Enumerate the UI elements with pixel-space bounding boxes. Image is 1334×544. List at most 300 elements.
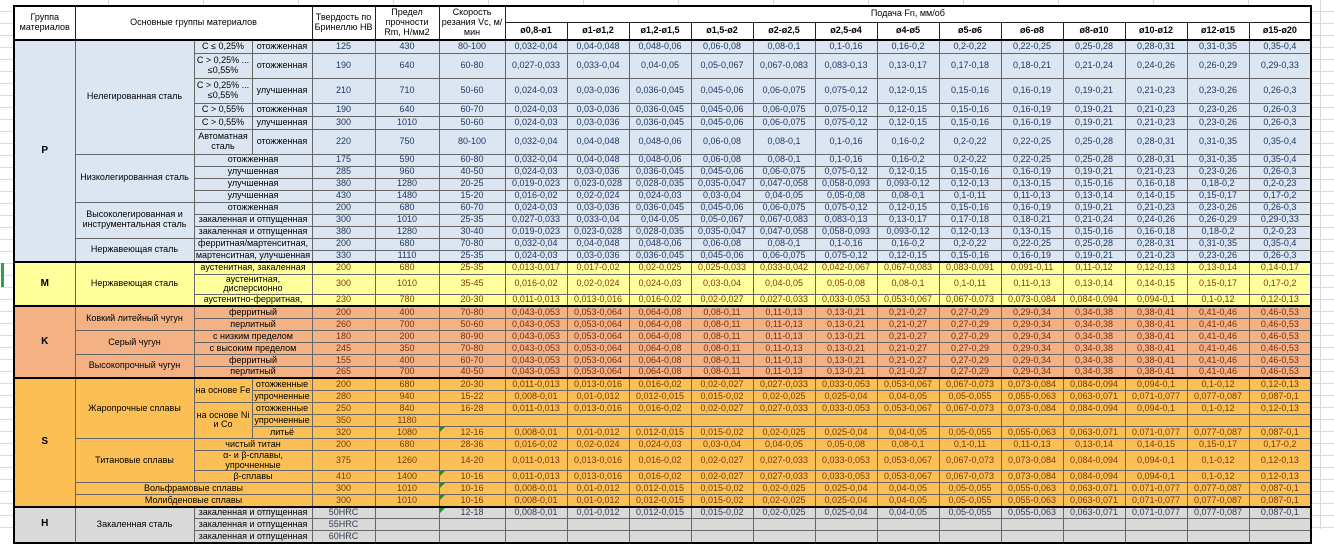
cell-feed[interactable]: 0,14-0,15 <box>1125 190 1187 202</box>
cell-feed[interactable]: 0,21-0,23 <box>1125 166 1187 178</box>
cell-feed[interactable]: 0,05-0,055 <box>939 507 1001 519</box>
header-hardness[interactable]: Твердость по Бринеллю HB <box>312 6 375 40</box>
header-diameter[interactable]: ø15-ø20 <box>1249 22 1311 40</box>
cell-feed[interactable]: 0,064-0,08 <box>629 318 691 330</box>
cell-feed[interactable]: 0,27-0,29 <box>939 366 1001 378</box>
cell-feed[interactable]: 0,048-0,06 <box>629 129 691 154</box>
cell-feed[interactable]: 0,024-0,03 <box>505 166 567 178</box>
cell-cutting-speed[interactable]: 70-80 <box>439 342 505 354</box>
cell-cutting-speed[interactable]: 10-16 <box>439 471 505 483</box>
cell-feed[interactable]: 0,11-0,13 <box>753 354 815 366</box>
cell-hardness[interactable]: 250 <box>312 402 375 414</box>
cell-feed[interactable]: 0,094-0,1 <box>1125 294 1187 306</box>
cell-feed[interactable]: 0,045-0,06 <box>691 202 753 214</box>
cell-hardness[interactable]: 230 <box>312 294 375 306</box>
cell-feed[interactable]: 0,064-0,08 <box>629 330 691 342</box>
cell-feed[interactable]: 0,087-0,1 <box>1249 507 1311 519</box>
cell-material-name[interactable]: α- и β-сплавы, упрочненные <box>194 450 312 470</box>
cell-strength[interactable]: 1400 <box>375 471 439 483</box>
cell-feed[interactable]: 0,008-0,01 <box>505 426 567 438</box>
cell-feed[interactable]: 0,04-0,05 <box>753 438 815 450</box>
cell-feed[interactable]: 0,011-0,013 <box>505 471 567 483</box>
cell-material-group-letter[interactable]: M <box>14 262 75 306</box>
cell-hardness[interactable]: 210 <box>312 78 375 103</box>
cell-feed[interactable]: 0,08-0,1 <box>753 40 815 53</box>
cell-feed[interactable]: 0,46-0,53 <box>1249 354 1311 366</box>
cell-feed[interactable]: 0,019-0,023 <box>505 178 567 190</box>
cell-feed[interactable]: 0,12-0,13 <box>939 226 1001 238</box>
cell-feed[interactable]: 0,053-0,067 <box>877 294 939 306</box>
cell-feed[interactable]: 0,16-0,19 <box>1001 166 1063 178</box>
cell-feed[interactable] <box>815 414 877 426</box>
cell-cutting-speed[interactable]: 50-60 <box>439 318 505 330</box>
cell-strength[interactable]: 680 <box>375 378 439 390</box>
cell-feed[interactable]: 0,15-0,16 <box>939 202 1001 214</box>
cell-feed[interactable]: 0,01-0,012 <box>567 483 629 495</box>
cell-feed[interactable]: 0,019-0,023 <box>505 226 567 238</box>
cell-feed[interactable]: 0,29-0,34 <box>1001 306 1063 318</box>
cell-feed[interactable]: 0,075-0,12 <box>815 202 877 214</box>
cell-strength[interactable]: 1010 <box>375 495 439 507</box>
cell-cutting-speed[interactable]: 12-16 <box>439 426 505 438</box>
cell-cutting-speed[interactable]: 14-20 <box>439 450 505 470</box>
cell-feed[interactable] <box>505 414 567 426</box>
cell-feed[interactable]: 0,12-0,15 <box>877 116 939 129</box>
cell-feed[interactable]: 0,04-0,05 <box>629 53 691 78</box>
cell-hardness[interactable]: 300 <box>312 116 375 129</box>
cell-feed[interactable]: 0,21-0,23 <box>1125 78 1187 103</box>
cell-feed[interactable]: 0,075-0,12 <box>815 166 877 178</box>
cell-feed[interactable]: 0,12-0,13 <box>1249 471 1311 483</box>
cell-feed[interactable]: 0,06-0,075 <box>753 103 815 116</box>
cell-material-name[interactable]: Серый чугун <box>75 330 194 354</box>
cell-feed[interactable]: 0,04-0,05 <box>629 214 691 226</box>
cell-feed[interactable]: 0,045-0,06 <box>691 116 753 129</box>
cell-feed[interactable] <box>753 414 815 426</box>
cell-hardness[interactable]: 155 <box>312 354 375 366</box>
cell-feed[interactable] <box>1063 414 1125 426</box>
cell-feed[interactable]: 0,04-0,048 <box>567 129 629 154</box>
cell-feed[interactable]: 0,043-0,053 <box>505 306 567 318</box>
cell-feed[interactable]: 0,053-0,067 <box>877 402 939 414</box>
cell-feed[interactable] <box>877 531 939 543</box>
cell-feed[interactable]: 0,26-0,3 <box>1249 202 1311 214</box>
cell-strength[interactable]: 940 <box>375 390 439 402</box>
cell-feed[interactable]: 0,04-0,048 <box>567 238 629 250</box>
cell-feed[interactable]: 0,21-0,23 <box>1125 116 1187 129</box>
cell-feed[interactable]: 0,06-0,08 <box>691 40 753 53</box>
cell-feed[interactable]: 0,048-0,06 <box>629 40 691 53</box>
cell-feed[interactable]: 0,21-0,27 <box>877 330 939 342</box>
cell-feed[interactable]: 0,013-0,017 <box>505 262 567 274</box>
cell-feed[interactable]: 0,46-0,53 <box>1249 342 1311 354</box>
header-cutting-speed[interactable]: Скорость резания Vc, м/мин <box>439 6 505 40</box>
cell-material-name[interactable]: отожженная <box>252 53 312 78</box>
cell-feed[interactable]: 0,083-0,13 <box>815 53 877 78</box>
cell-feed[interactable]: 0,21-0,27 <box>877 306 939 318</box>
cell-material-name[interactable]: отожженные <box>252 402 312 414</box>
cell-feed[interactable]: 0,11-0,13 <box>1001 190 1063 202</box>
cell-feed[interactable]: 0,077-0,087 <box>1187 390 1249 402</box>
cell-cutting-speed[interactable]: 25-35 <box>439 214 505 226</box>
cell-feed[interactable]: 0,036-0,045 <box>629 78 691 103</box>
cell-feed[interactable]: 0,05-0,055 <box>939 495 1001 507</box>
cell-feed[interactable]: 0,22-0,25 <box>1001 238 1063 250</box>
cell-feed[interactable]: 0,063-0,071 <box>1063 390 1125 402</box>
cell-hardness[interactable]: 190 <box>312 103 375 116</box>
cell-feed[interactable]: 0,013-0,016 <box>567 450 629 470</box>
cell-feed[interactable]: 0,13-0,21 <box>815 306 877 318</box>
cell-feed[interactable]: 0,02-0,025 <box>753 483 815 495</box>
cell-feed[interactable]: 0,41-0,46 <box>1187 366 1249 378</box>
cell-hardness[interactable]: 260 <box>312 318 375 330</box>
cell-feed[interactable]: 0,25-0,28 <box>1063 40 1125 53</box>
cell-feed[interactable]: 0,1-0,11 <box>939 438 1001 450</box>
cell-material-group-letter[interactable]: K <box>14 306 75 378</box>
cell-feed[interactable]: 0,025-0,04 <box>815 507 877 519</box>
cell-cutting-speed[interactable]: 70-80 <box>439 306 505 318</box>
cell-feed[interactable]: 0,027-0,033 <box>505 214 567 226</box>
cell-feed[interactable]: 0,036-0,045 <box>629 166 691 178</box>
cell-feed[interactable] <box>629 519 691 531</box>
cell-feed[interactable]: 0,46-0,53 <box>1249 306 1311 318</box>
cell-feed[interactable] <box>1249 414 1311 426</box>
cell-strength[interactable]: 960 <box>375 166 439 178</box>
cell-hardness[interactable]: 320 <box>312 426 375 438</box>
cell-feed[interactable]: 0,043-0,053 <box>505 330 567 342</box>
cell-feed[interactable]: 0,25-0,28 <box>1063 129 1125 154</box>
cell-strength[interactable]: 700 <box>375 318 439 330</box>
cell-feed[interactable]: 0,04-0,05 <box>877 390 939 402</box>
cell-feed[interactable]: 0,024-0,03 <box>505 250 567 262</box>
cell-feed[interactable]: 0,2-0,23 <box>1249 226 1311 238</box>
cell-feed[interactable]: 0,2-0,22 <box>939 238 1001 250</box>
cell-feed[interactable]: 0,011-0,013 <box>505 294 567 306</box>
cell-hardness[interactable]: 300 <box>312 483 375 495</box>
cell-feed[interactable]: 0,087-0,1 <box>1249 426 1311 438</box>
cell-feed[interactable]: 0,077-0,087 <box>1187 426 1249 438</box>
cell-feed[interactable]: 0,012-0,015 <box>629 495 691 507</box>
cell-cutting-speed[interactable]: 60-80 <box>439 154 505 166</box>
cell-hardness[interactable]: 245 <box>312 342 375 354</box>
cell-feed[interactable]: 0,15-0,16 <box>1063 178 1125 190</box>
cell-feed[interactable]: 0,063-0,071 <box>1063 507 1125 519</box>
cell-material-group-letter[interactable]: H <box>14 507 75 543</box>
cell-material-name[interactable]: C > 0,25% ... ≤0,55% <box>194 78 252 103</box>
cell-feed[interactable]: 0,19-0,21 <box>1063 116 1125 129</box>
cell-feed[interactable]: 0,2-0,22 <box>939 154 1001 166</box>
cell-material-name[interactable]: перлитный <box>194 366 312 378</box>
cell-feed[interactable]: 0,29-0,34 <box>1001 354 1063 366</box>
cell-strength[interactable]: 1480 <box>375 190 439 202</box>
cell-feed[interactable]: 0,067-0,073 <box>939 450 1001 470</box>
cell-feed[interactable]: 0,12-0,13 <box>1125 262 1187 274</box>
cell-hardness[interactable]: 375 <box>312 450 375 470</box>
cell-feed[interactable]: 0,12-0,15 <box>877 78 939 103</box>
cell-cutting-speed[interactable]: 40-50 <box>439 166 505 178</box>
cell-material-name[interactable]: C > 0,55% <box>194 116 252 129</box>
cell-feed[interactable]: 0,16-0,18 <box>1125 178 1187 190</box>
cell-strength[interactable]: 640 <box>375 53 439 78</box>
cell-feed[interactable]: 0,21-0,24 <box>1063 214 1125 226</box>
cell-feed[interactable]: 0,025-0,04 <box>815 390 877 402</box>
cell-strength[interactable] <box>375 531 439 543</box>
cell-material-name[interactable]: улучшенная <box>194 166 312 178</box>
cell-feed[interactable]: 0,27-0,29 <box>939 354 1001 366</box>
cell-material-name[interactable]: упрочненные <box>252 414 312 426</box>
cell-material-name[interactable]: на основе Fe <box>194 378 252 402</box>
cell-cutting-speed[interactable]: 80-100 <box>439 40 505 53</box>
cell-feed[interactable]: 0,13-0,15 <box>1001 178 1063 190</box>
cell-feed[interactable]: 0,21-0,27 <box>877 366 939 378</box>
cell-feed[interactable]: 0,26-0,3 <box>1249 103 1311 116</box>
cell-material-name[interactable]: литьё <box>252 426 312 438</box>
cell-feed[interactable]: 0,13-0,14 <box>1063 438 1125 450</box>
cell-feed[interactable]: 0,41-0,46 <box>1187 306 1249 318</box>
cell-feed[interactable]: 0,21-0,27 <box>877 342 939 354</box>
cell-hardness[interactable]: 200 <box>312 438 375 450</box>
cell-material-name[interactable]: Высоколегированная и инструментальная сталь <box>75 202 194 238</box>
cell-feed[interactable]: 0,013-0,016 <box>567 294 629 306</box>
cell-feed[interactable]: 0,38-0,41 <box>1125 318 1187 330</box>
cell-feed[interactable]: 0,055-0,063 <box>1001 483 1063 495</box>
header-diameter[interactable]: ø8-ø10 <box>1063 22 1125 40</box>
cell-cutting-speed[interactable]: 10-16 <box>439 495 505 507</box>
cell-strength[interactable]: 680 <box>375 238 439 250</box>
cell-feed[interactable]: 0,17-0,18 <box>939 214 1001 226</box>
cell-feed[interactable]: 0,16-0,2 <box>877 129 939 154</box>
cell-feed[interactable]: 0,04-0,048 <box>567 40 629 53</box>
cell-feed[interactable]: 0,03-0,04 <box>691 190 753 202</box>
cell-cutting-speed[interactable]: 15-22 <box>439 390 505 402</box>
cell-feed[interactable]: 0,12-0,13 <box>1249 450 1311 470</box>
cell-feed[interactable]: 0,077-0,087 <box>1187 495 1249 507</box>
cell-material-name[interactable]: улучшенная <box>194 178 312 190</box>
cell-feed[interactable]: 0,023-0,028 <box>567 178 629 190</box>
cell-feed[interactable]: 0,13-0,21 <box>815 318 877 330</box>
cell-feed[interactable]: 0,033-0,04 <box>567 214 629 226</box>
cell-feed[interactable]: 0,04-0,05 <box>877 495 939 507</box>
cell-material-name[interactable]: отожженная <box>252 129 312 154</box>
cell-feed[interactable]: 0,34-0,38 <box>1063 342 1125 354</box>
cell-feed[interactable]: 0,26-0,29 <box>1187 214 1249 226</box>
cell-feed[interactable]: 0,008-0,01 <box>505 495 567 507</box>
cell-cutting-speed[interactable]: 25-35 <box>439 262 505 274</box>
cell-feed[interactable]: 0,025-0,04 <box>815 495 877 507</box>
cell-feed[interactable]: 0,077-0,087 <box>1187 483 1249 495</box>
cell-feed[interactable]: 0,13-0,15 <box>1001 226 1063 238</box>
cell-feed[interactable]: 0,05-0,08 <box>815 274 877 294</box>
cell-feed[interactable]: 0,008-0,01 <box>505 390 567 402</box>
cell-hardness[interactable]: 265 <box>312 366 375 378</box>
cell-feed[interactable]: 0,27-0,29 <box>939 330 1001 342</box>
cell-material-name[interactable]: закаленная и отпущенная <box>194 531 312 543</box>
cell-cutting-speed[interactable]: 60-70 <box>439 202 505 214</box>
cell-feed[interactable]: 0,053-0,064 <box>567 318 629 330</box>
cell-feed[interactable]: 0,071-0,077 <box>1125 426 1187 438</box>
cell-strength[interactable]: 700 <box>375 366 439 378</box>
cell-feed[interactable]: 0,22-0,25 <box>1001 40 1063 53</box>
cell-material-name[interactable]: закаленная и отпущенная <box>194 519 312 531</box>
cell-cutting-speed[interactable]: 20-30 <box>439 378 505 390</box>
cell-feed[interactable]: 0,04-0,05 <box>877 483 939 495</box>
cell-feed[interactable]: 0,04-0,05 <box>753 274 815 294</box>
cell-feed[interactable]: 0,084-0,094 <box>1063 402 1125 414</box>
cell-feed[interactable]: 0,025-0,04 <box>815 426 877 438</box>
cell-feed[interactable]: 0,055-0,063 <box>1001 495 1063 507</box>
cell-feed[interactable] <box>1249 531 1311 543</box>
cell-feed[interactable]: 0,015-0,02 <box>691 426 753 438</box>
cell-cutting-speed[interactable] <box>439 531 505 543</box>
cell-feed[interactable]: 0,053-0,067 <box>877 378 939 390</box>
cell-strength[interactable]: 640 <box>375 103 439 116</box>
cell-feed[interactable]: 0,03-0,04 <box>691 438 753 450</box>
cell-material-name[interactable]: закаленная и отпущенная <box>194 507 312 519</box>
cell-feed[interactable]: 0,08-0,1 <box>753 129 815 154</box>
cell-feed[interactable]: 0,1-0,12 <box>1187 402 1249 414</box>
cell-feed[interactable]: 0,077-0,087 <box>1187 507 1249 519</box>
cell-feed[interactable]: 0,094-0,1 <box>1125 471 1187 483</box>
cell-feed[interactable] <box>1063 531 1125 543</box>
cell-feed[interactable] <box>939 414 1001 426</box>
cell-hardness[interactable]: 200 <box>312 262 375 274</box>
cell-strength[interactable]: 780 <box>375 294 439 306</box>
cell-feed[interactable]: 0,1-0,16 <box>815 129 877 154</box>
cell-feed[interactable]: 0,21-0,23 <box>1125 103 1187 116</box>
cell-hardness[interactable]: 200 <box>312 238 375 250</box>
cell-feed[interactable] <box>877 414 939 426</box>
cell-feed[interactable]: 0,067-0,083 <box>877 262 939 274</box>
cell-feed[interactable]: 0,28-0,31 <box>1125 40 1187 53</box>
cell-feed[interactable]: 0,015-0,02 <box>691 495 753 507</box>
cell-feed[interactable]: 0,067-0,073 <box>939 471 1001 483</box>
cell-feed[interactable]: 0,1-0,11 <box>939 274 1001 294</box>
cell-feed[interactable]: 0,013-0,016 <box>567 378 629 390</box>
cell-feed[interactable]: 0,04-0,05 <box>877 426 939 438</box>
cell-feed[interactable]: 0,02-0,027 <box>691 450 753 470</box>
cell-feed[interactable] <box>939 519 1001 531</box>
cell-feed[interactable]: 0,16-0,19 <box>1001 202 1063 214</box>
cell-cutting-speed[interactable]: 80-90 <box>439 330 505 342</box>
cell-feed[interactable]: 0,064-0,08 <box>629 342 691 354</box>
cell-feed[interactable]: 0,048-0,06 <box>629 238 691 250</box>
cell-feed[interactable]: 0,075-0,12 <box>815 103 877 116</box>
cell-feed[interactable]: 0,13-0,21 <box>815 366 877 378</box>
cell-material-name[interactable]: Закаленная сталь <box>75 507 194 543</box>
cell-material-name[interactable]: закаленная и отпущенная <box>194 226 312 238</box>
cell-feed[interactable]: 0,29-0,33 <box>1249 53 1311 78</box>
cell-feed[interactable]: 0,047-0,058 <box>753 178 815 190</box>
cell-feed[interactable]: 0,053-0,064 <box>567 306 629 318</box>
cell-feed[interactable]: 0,29-0,34 <box>1001 330 1063 342</box>
cell-feed[interactable]: 0,35-0,4 <box>1249 154 1311 166</box>
cell-strength[interactable]: 400 <box>375 354 439 366</box>
cell-feed[interactable]: 0,41-0,46 <box>1187 330 1249 342</box>
cell-feed[interactable]: 0,38-0,41 <box>1125 306 1187 318</box>
cell-feed[interactable]: 0,02-0,025 <box>629 262 691 274</box>
cell-feed[interactable]: 0,08-0,1 <box>753 238 815 250</box>
cell-feed[interactable]: 0,06-0,08 <box>691 129 753 154</box>
cell-feed[interactable]: 0,16-0,19 <box>1001 78 1063 103</box>
cell-feed[interactable]: 0,027-0,033 <box>753 471 815 483</box>
cell-cutting-speed[interactable]: 50-60 <box>439 78 505 103</box>
cell-feed[interactable]: 0,15-0,17 <box>1187 274 1249 294</box>
cell-feed[interactable] <box>1063 519 1125 531</box>
cell-feed[interactable]: 0,04-0,048 <box>567 154 629 166</box>
cell-feed[interactable] <box>629 414 691 426</box>
cell-feed[interactable]: 0,05-0,067 <box>691 214 753 226</box>
cell-feed[interactable]: 0,055-0,063 <box>1001 426 1063 438</box>
cell-hardness[interactable]: 200 <box>312 202 375 214</box>
cell-feed[interactable]: 0,012-0,015 <box>629 426 691 438</box>
cell-feed[interactable]: 0,1-0,16 <box>815 40 877 53</box>
cell-feed[interactable]: 0,13-0,21 <box>815 354 877 366</box>
cell-feed[interactable]: 0,063-0,071 <box>1063 495 1125 507</box>
cell-material-name[interactable]: Низколегированная сталь <box>75 154 194 202</box>
cell-feed[interactable]: 0,13-0,21 <box>815 330 877 342</box>
cell-feed[interactable]: 0,033-0,04 <box>567 53 629 78</box>
cell-feed[interactable]: 0,21-0,23 <box>1125 202 1187 214</box>
cell-feed[interactable]: 0,21-0,24 <box>1063 53 1125 78</box>
cell-feed[interactable]: 0,071-0,077 <box>1125 507 1187 519</box>
cell-feed[interactable]: 0,016-0,02 <box>505 190 567 202</box>
cell-strength[interactable]: 350 <box>375 342 439 354</box>
cell-feed[interactable]: 0,094-0,1 <box>1125 378 1187 390</box>
cell-feed[interactable]: 0,063-0,071 <box>1063 426 1125 438</box>
cell-feed[interactable]: 0,058-0,093 <box>815 178 877 190</box>
cell-feed[interactable]: 0,11-0,13 <box>753 306 815 318</box>
cell-feed[interactable] <box>1187 531 1249 543</box>
cell-hardness[interactable]: 175 <box>312 154 375 166</box>
cell-feed[interactable]: 0,035-0,047 <box>691 226 753 238</box>
cell-feed[interactable]: 0,043-0,053 <box>505 354 567 366</box>
cell-feed[interactable]: 0,21-0,27 <box>877 318 939 330</box>
cell-feed[interactable]: 0,08-0,1 <box>877 438 939 450</box>
cell-feed[interactable]: 0,073-0,084 <box>1001 402 1063 414</box>
cell-feed[interactable]: 0,043-0,053 <box>505 342 567 354</box>
cell-feed[interactable]: 0,08-0,11 <box>691 366 753 378</box>
cell-strength[interactable]: 400 <box>375 306 439 318</box>
cell-strength[interactable]: 1080 <box>375 426 439 438</box>
cell-feed[interactable]: 0,29-0,33 <box>1249 214 1311 226</box>
cell-feed[interactable]: 0,064-0,08 <box>629 366 691 378</box>
header-material-group[interactable]: Группа материалов <box>14 6 75 40</box>
cell-feed[interactable]: 0,13-0,14 <box>1063 274 1125 294</box>
cell-feed[interactable]: 0,083-0,091 <box>939 262 1001 274</box>
cell-feed[interactable]: 0,15-0,16 <box>939 78 1001 103</box>
cell-feed[interactable]: 0,013-0,016 <box>567 402 629 414</box>
cell-feed[interactable]: 0,13-0,14 <box>1187 262 1249 274</box>
cell-feed[interactable]: 0,084-0,094 <box>1063 450 1125 470</box>
cell-feed[interactable]: 0,16-0,19 <box>1001 250 1063 262</box>
cell-feed[interactable]: 0,087-0,1 <box>1249 495 1311 507</box>
cell-feed[interactable]: 0,023-0,028 <box>567 226 629 238</box>
cell-feed[interactable]: 0,15-0,16 <box>1063 226 1125 238</box>
cell-material-name[interactable]: отожженная <box>252 103 312 116</box>
cell-feed[interactable]: 0,11-0,12 <box>1063 262 1125 274</box>
cell-feed[interactable]: 0,071-0,077 <box>1125 483 1187 495</box>
cell-feed[interactable]: 0,02-0,024 <box>567 190 629 202</box>
cell-material-name[interactable]: Ковкий литейный чугун <box>75 306 194 330</box>
cell-cutting-speed[interactable]: 35-45 <box>439 274 505 294</box>
cell-feed[interactable]: 0,055-0,063 <box>1001 390 1063 402</box>
cell-feed[interactable]: 0,25-0,28 <box>1063 238 1125 250</box>
cell-material-name[interactable]: ферритная/мартенситная, <box>194 238 312 250</box>
cell-feed[interactable]: 0,38-0,41 <box>1125 354 1187 366</box>
cell-feed[interactable]: 0,26-0,3 <box>1249 78 1311 103</box>
cell-feed[interactable]: 0,016-0,02 <box>629 471 691 483</box>
cell-feed[interactable]: 0,28-0,31 <box>1125 154 1187 166</box>
